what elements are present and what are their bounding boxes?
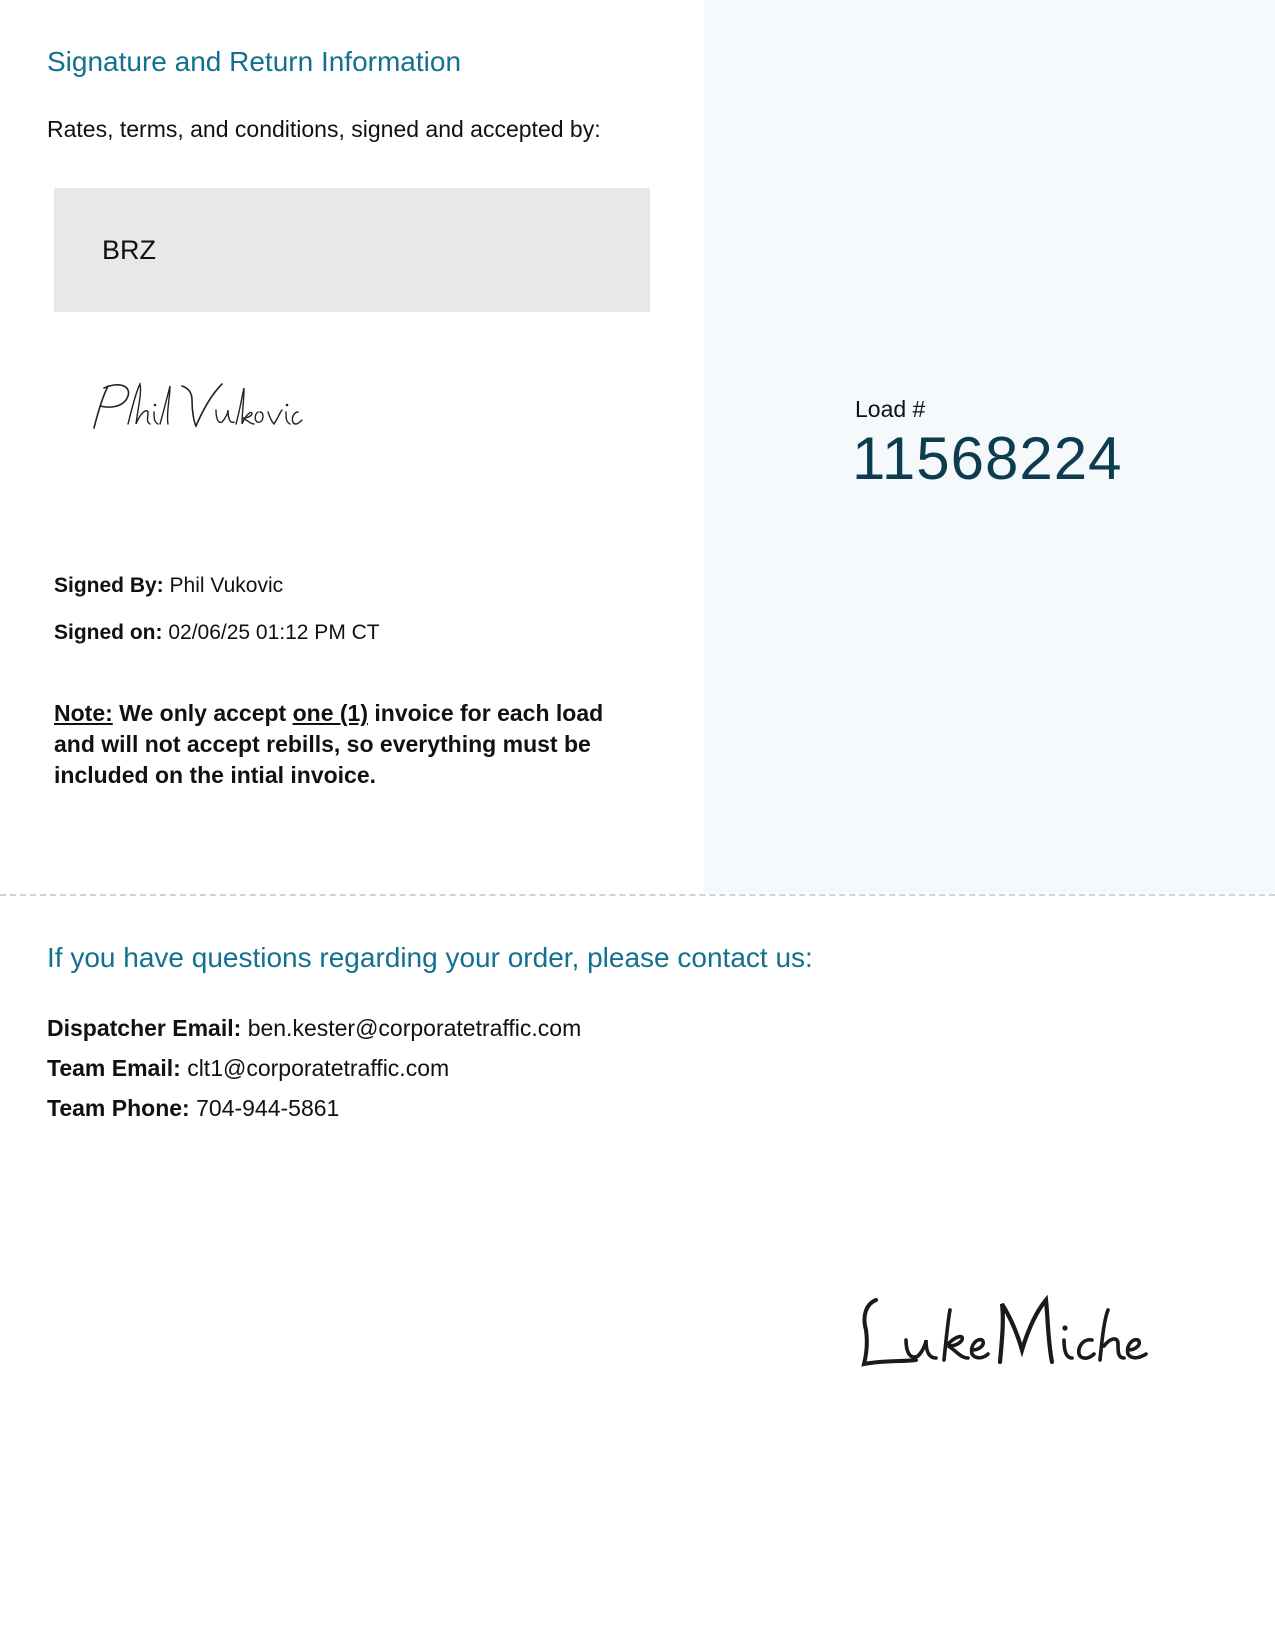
note-text-part2: invoice for each load and will not accept rebills, so everything must be included on the intial invoice. xyxy=(54,700,604,788)
team-phone-value: 704-944-5861 xyxy=(196,1095,340,1121)
signed-by-line xyxy=(54,574,283,598)
team-email-label: Team Email: xyxy=(47,1055,181,1081)
signed-by-value: Phil Vukovic xyxy=(169,574,284,597)
team-email-value: clt1@corporatetraffic.com xyxy=(187,1055,450,1081)
section-divider xyxy=(0,894,1275,896)
dispatcher-email-line xyxy=(47,1015,581,1042)
signature-section-heading: Signature and Return Information xyxy=(47,46,462,77)
contact-section-heading: If you have questions regarding your order, please contact us: xyxy=(47,942,813,973)
note-label: Note: xyxy=(54,700,113,726)
acceptance-intro-text: Rates, terms, and conditions, signed and accepted by: xyxy=(47,116,601,142)
team-phone-label: Team Phone: xyxy=(47,1095,190,1121)
company-name: BRZ xyxy=(102,235,156,265)
team-phone-line xyxy=(47,1095,339,1122)
carrier-signature-text: Phil Vukovic xyxy=(84,378,90,379)
carrier-signature-image xyxy=(84,378,304,436)
signed-on-label: Signed on: xyxy=(54,621,163,644)
signed-by-label: Signed By: xyxy=(54,574,164,597)
note-text-part1: We only accept xyxy=(112,700,293,726)
dispatcher-email-value: ben.kester@corporatetraffic.com xyxy=(247,1015,582,1041)
company-name-box xyxy=(54,188,650,312)
team-email-line xyxy=(47,1055,449,1082)
broker-signature-text: Luke Miche xyxy=(860,1290,866,1291)
invoice-note xyxy=(54,698,644,791)
load-number-label: Load # xyxy=(855,396,926,422)
signed-on-line xyxy=(54,621,380,645)
note-emphasis: one (1) xyxy=(292,700,368,726)
dispatcher-email-label: Dispatcher Email: xyxy=(47,1015,242,1041)
broker-signature-image xyxy=(860,1290,1150,1370)
signed-on-value: 02/06/25 01:12 PM CT xyxy=(168,621,380,644)
load-number: 11568224 xyxy=(852,425,1123,492)
